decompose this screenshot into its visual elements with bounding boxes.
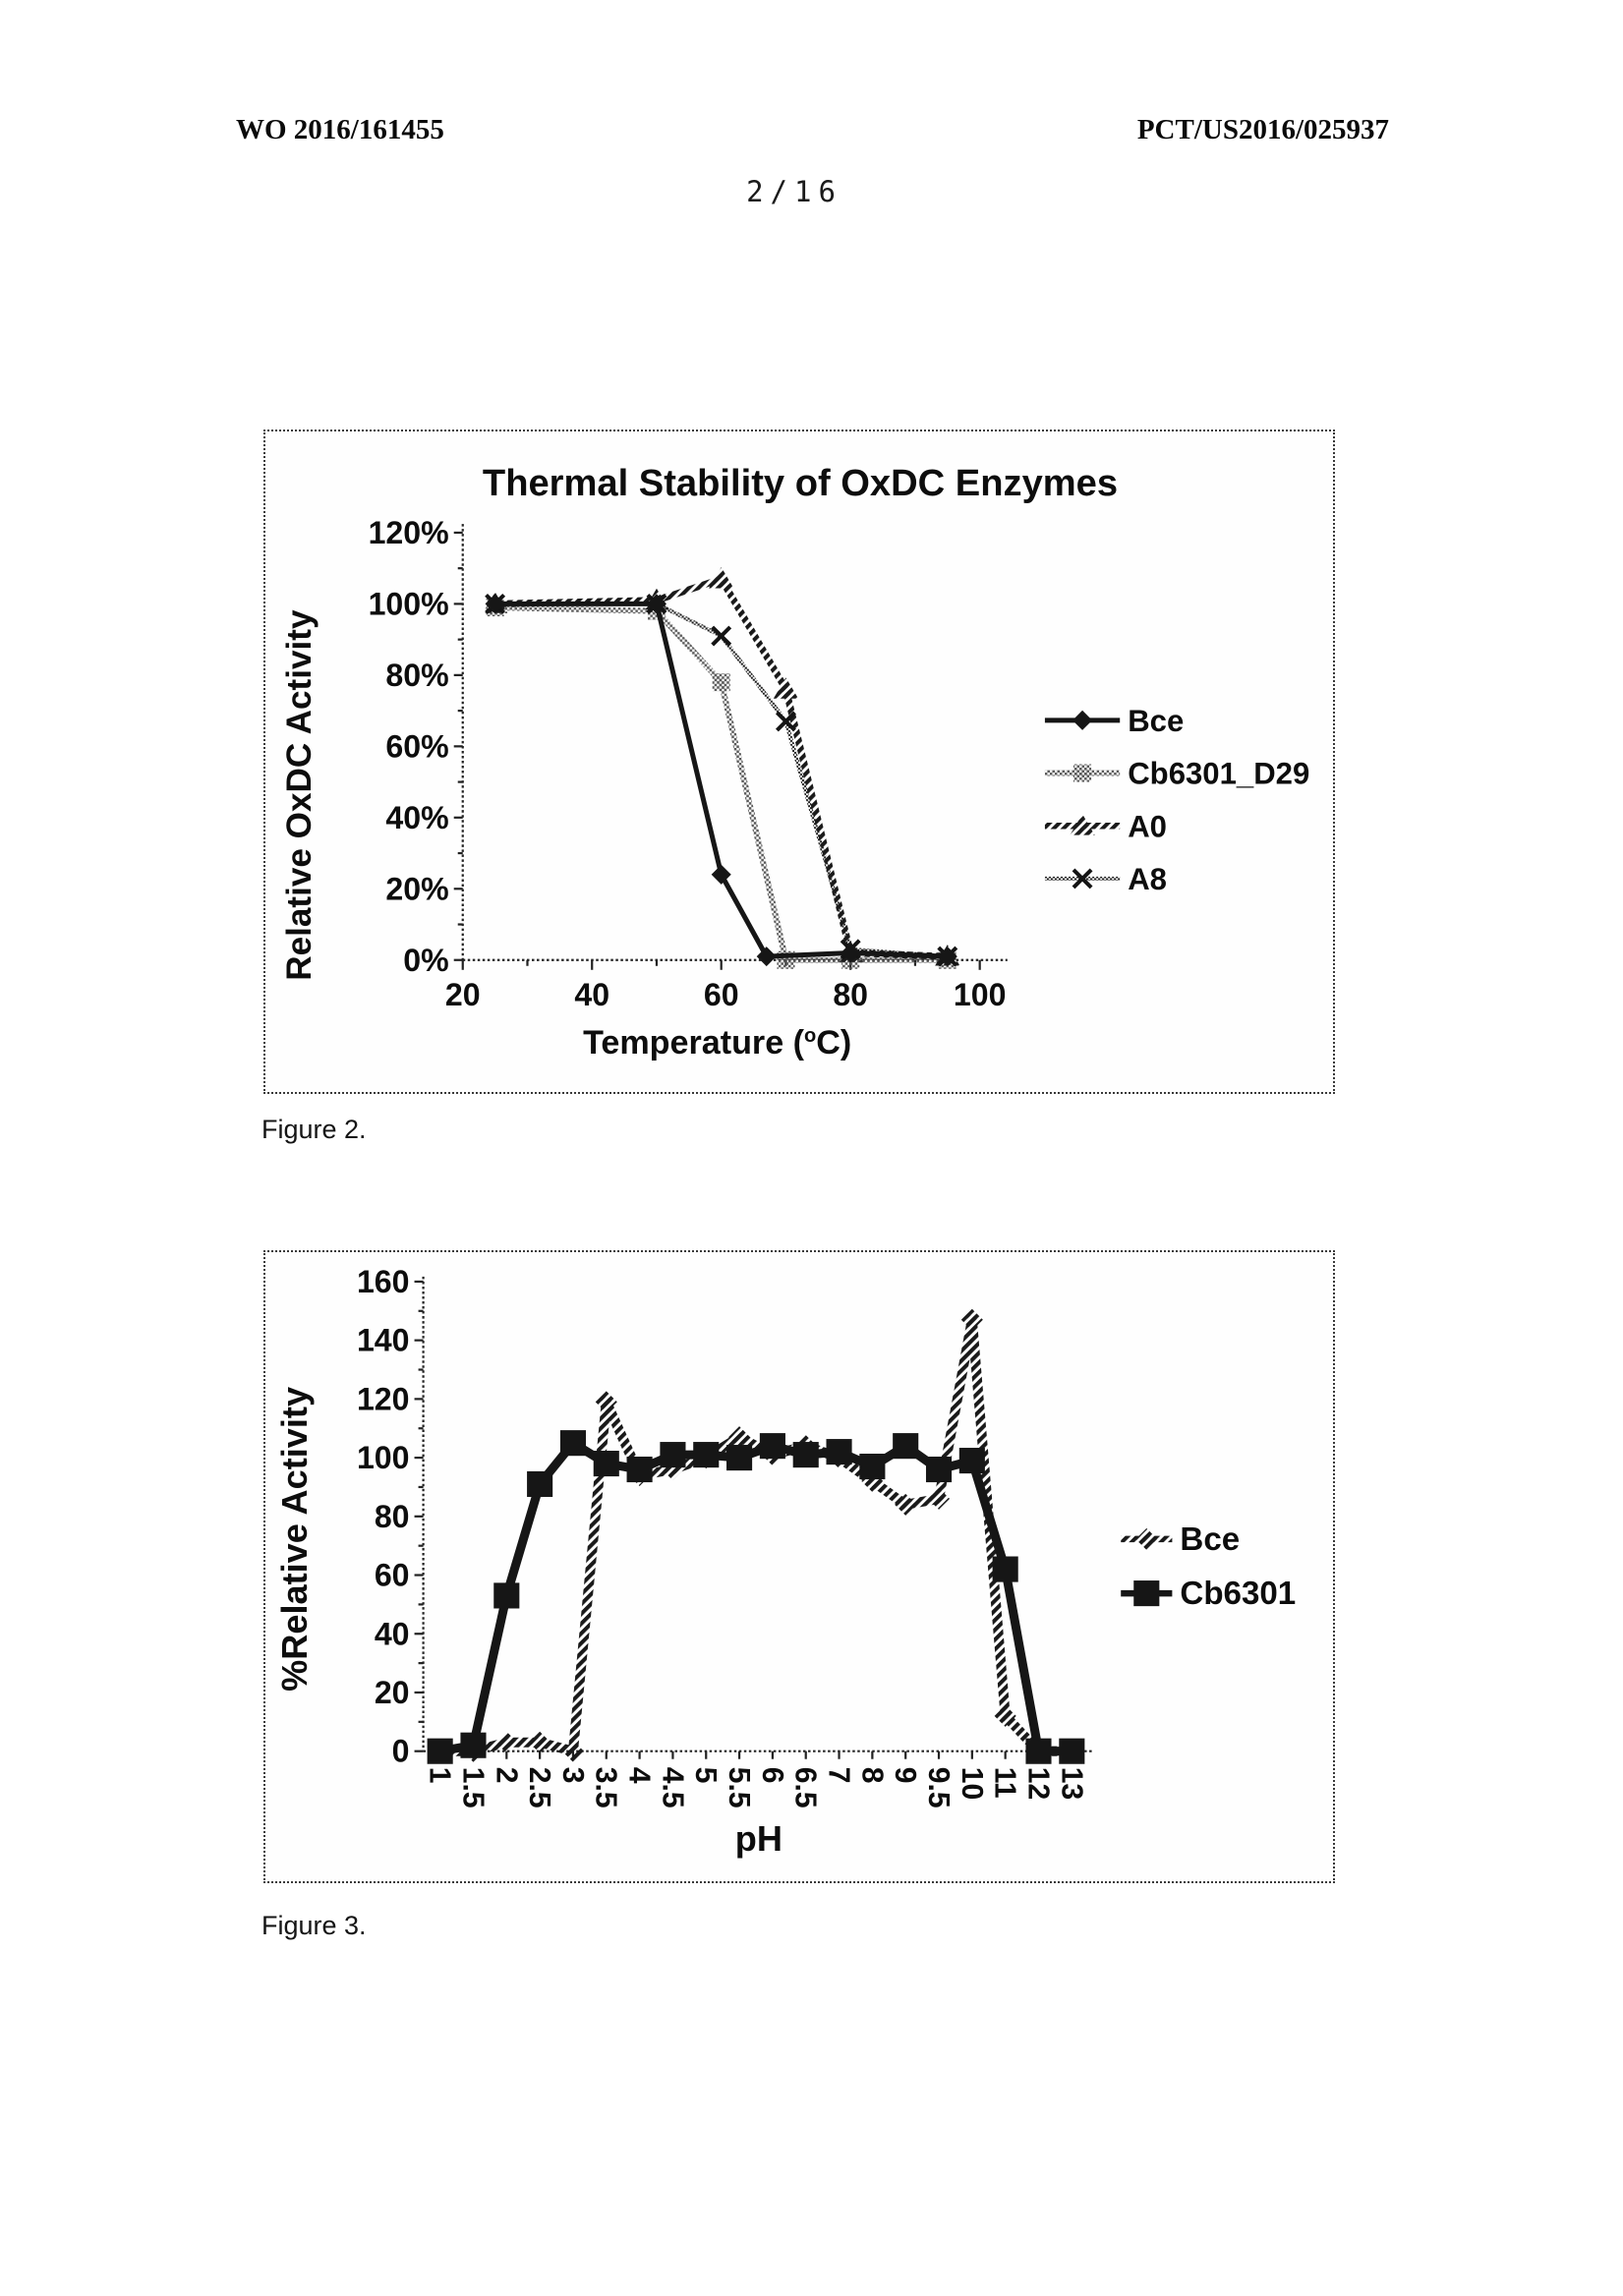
legend	[1045, 704, 1309, 896]
ph-activity-chart	[265, 1252, 1333, 1881]
figure2-caption: Figure 2.	[261, 1115, 367, 1144]
legend-item-cb6301	[1121, 1576, 1296, 1612]
header-left-publication-number: WO 2016/161455	[236, 114, 444, 145]
svg-text:A8: A8	[1128, 861, 1168, 896]
legend-item-bce	[1121, 1521, 1240, 1558]
svg-text:10: 10	[955, 1766, 988, 1801]
svg-text:20: 20	[444, 976, 481, 1012]
svg-text:120%: 120%	[368, 514, 449, 550]
svg-text:12: 12	[1021, 1766, 1055, 1801]
svg-text:1.5: 1.5	[456, 1766, 490, 1808]
svg-text:3: 3	[555, 1766, 589, 1784]
svg-text:A0: A0	[1128, 809, 1168, 844]
series-a0	[483, 567, 959, 966]
svg-text:5.5: 5.5	[723, 1766, 756, 1808]
svg-text:5: 5	[689, 1766, 723, 1784]
svg-text:0%: 0%	[403, 942, 449, 978]
legend-item-a8	[1045, 862, 1167, 896]
svg-text:Relative OxDC Activity: Relative OxDC Activity	[280, 609, 319, 981]
svg-text:160: 160	[356, 1263, 410, 1299]
svg-text:20%: 20%	[385, 871, 449, 907]
svg-text:13: 13	[1055, 1766, 1088, 1801]
legend	[1121, 1521, 1296, 1612]
svg-text:40: 40	[574, 976, 610, 1012]
svg-text:9.5: 9.5	[921, 1766, 955, 1808]
svg-text:100%: 100%	[368, 586, 449, 622]
legend-item-bce	[1045, 704, 1184, 738]
svg-text:8: 8	[855, 1766, 889, 1784]
svg-text:%Relative Activity: %Relative Activity	[274, 1386, 316, 1692]
header-right-application-number: PCT/US2016/025937	[1136, 114, 1389, 145]
svg-text:80: 80	[833, 976, 869, 1012]
svg-text:20: 20	[374, 1675, 410, 1711]
page-number: 2/16	[746, 175, 842, 208]
svg-text:4.5: 4.5	[656, 1766, 689, 1808]
svg-text:Thermal Stability of OxDC Enzy: Thermal Stability of OxDC Enzymes	[482, 462, 1119, 505]
series-cb6301_d29	[487, 599, 956, 969]
series-bce	[486, 594, 957, 966]
svg-text:120: 120	[356, 1381, 410, 1417]
svg-text:Bce: Bce	[1128, 703, 1185, 738]
thermal-stability-chart	[265, 431, 1333, 1092]
svg-text:140: 140	[356, 1322, 410, 1358]
svg-text:6.5: 6.5	[788, 1766, 822, 1808]
svg-text:Bce: Bce	[1180, 1521, 1241, 1558]
svg-text:40: 40	[374, 1616, 410, 1652]
svg-text:7: 7	[822, 1766, 855, 1784]
svg-text:2.5: 2.5	[523, 1766, 556, 1808]
figure2-frame	[263, 430, 1335, 1094]
svg-text:pH: pH	[734, 1818, 783, 1860]
svg-text:3.5: 3.5	[589, 1766, 622, 1808]
svg-text:9: 9	[889, 1766, 922, 1784]
svg-text:1: 1	[423, 1766, 456, 1784]
svg-text:0: 0	[391, 1733, 410, 1769]
svg-text:60: 60	[703, 976, 739, 1012]
svg-text:4: 4	[622, 1766, 656, 1784]
svg-text:100: 100	[356, 1440, 410, 1476]
svg-text:Temperature (oC): Temperature ($^o$C)	[583, 1024, 852, 1062]
svg-text:Cb6301: Cb6301	[1180, 1576, 1297, 1613]
svg-text:2: 2	[490, 1766, 523, 1784]
svg-text:80%: 80%	[385, 657, 449, 693]
svg-text:6: 6	[755, 1766, 788, 1784]
series-a8	[487, 595, 956, 965]
figure3-caption: Figure 3.	[261, 1911, 367, 1940]
svg-text:11: 11	[988, 1766, 1021, 1799]
axes	[357, 1264, 1094, 1808]
svg-text:Cb6301_D29: Cb6301_D29	[1128, 756, 1310, 791]
svg-text:40%: 40%	[385, 799, 449, 835]
legend-item-a0	[1045, 809, 1167, 843]
svg-text:100: 100	[953, 976, 1007, 1012]
legend-item-cb6301_d29	[1045, 757, 1309, 791]
svg-text:60%: 60%	[385, 728, 449, 765]
figure3-frame	[263, 1250, 1335, 1883]
svg-text:80: 80	[374, 1498, 410, 1534]
svg-text:60: 60	[374, 1557, 410, 1593]
